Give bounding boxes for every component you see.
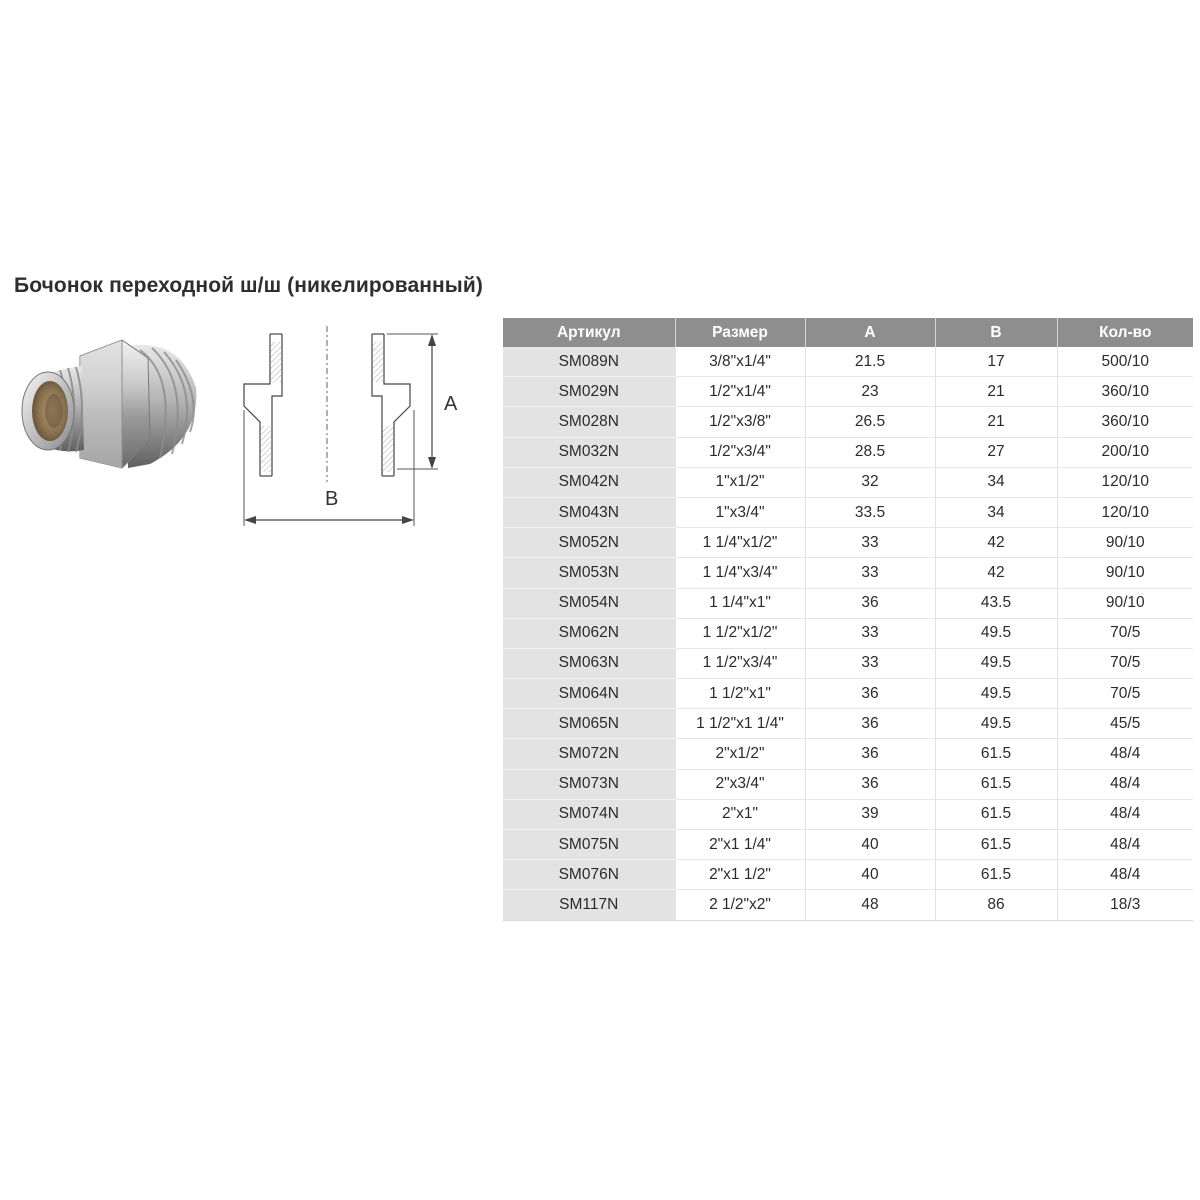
- table-row: [503, 588, 1193, 618]
- table-row: [503, 739, 1193, 769]
- cell-size: 1"x3/4": [675, 497, 805, 527]
- cell-article: SM065N: [503, 709, 675, 739]
- cell-b: 49.5: [935, 648, 1057, 678]
- table-row: [503, 347, 1193, 377]
- table-row: [503, 437, 1193, 467]
- cell-b: 49.5: [935, 618, 1057, 648]
- table-row: [503, 528, 1193, 558]
- cell-b: 42: [935, 528, 1057, 558]
- cell-quantity: 360/10: [1057, 377, 1193, 407]
- cell-quantity: 360/10: [1057, 407, 1193, 437]
- table-row: [503, 558, 1193, 588]
- cell-size: 2"x1": [675, 799, 805, 829]
- header-quantity: Кол-во: [1057, 318, 1193, 347]
- cell-article: SM073N: [503, 769, 675, 799]
- header-size: Размер: [675, 318, 805, 347]
- cell-quantity: 90/10: [1057, 588, 1193, 618]
- header-b: B: [935, 318, 1057, 347]
- cell-quantity: 70/5: [1057, 618, 1193, 648]
- spec-table: [503, 318, 1193, 921]
- cell-a: 26.5: [805, 407, 935, 437]
- table-row: [503, 830, 1193, 860]
- cell-b: 43.5: [935, 588, 1057, 618]
- cell-a: 36: [805, 769, 935, 799]
- cell-a: 21.5: [805, 347, 935, 377]
- table-row: [503, 769, 1193, 799]
- table-row: [503, 407, 1193, 437]
- table-body: [503, 347, 1193, 920]
- cell-quantity: 18/3: [1057, 890, 1193, 920]
- product-photo: [10, 318, 210, 488]
- cell-article: SM074N: [503, 799, 675, 829]
- technical-drawing: [232, 322, 482, 532]
- cell-article: SM063N: [503, 648, 675, 678]
- cell-a: 32: [805, 467, 935, 497]
- cell-quantity: 70/5: [1057, 679, 1193, 709]
- cell-quantity: 48/4: [1057, 830, 1193, 860]
- cell-quantity: 48/4: [1057, 799, 1193, 829]
- cell-size: 2 1/2"x2": [675, 890, 805, 920]
- cell-b: 21: [935, 407, 1057, 437]
- table-row: [503, 377, 1193, 407]
- cell-size: 1"x1/2": [675, 467, 805, 497]
- cell-size: 2"x1 1/2": [675, 860, 805, 890]
- cell-article: SM117N: [503, 890, 675, 920]
- cell-size: 1 1/4"x1": [675, 588, 805, 618]
- cell-a: 40: [805, 860, 935, 890]
- cell-size: 2"x1/2": [675, 739, 805, 769]
- cell-b: 61.5: [935, 830, 1057, 860]
- cell-size: 1/2"x3/8": [675, 407, 805, 437]
- cell-quantity: 120/10: [1057, 497, 1193, 527]
- cell-a: 33.5: [805, 497, 935, 527]
- cell-size: 1 1/2"x3/4": [675, 648, 805, 678]
- header-a: A: [805, 318, 935, 347]
- cell-b: 34: [935, 467, 1057, 497]
- table-row: [503, 709, 1193, 739]
- cell-article: SM075N: [503, 830, 675, 860]
- cell-a: 40: [805, 830, 935, 860]
- cell-article: SM042N: [503, 467, 675, 497]
- cell-article: SM064N: [503, 679, 675, 709]
- cell-size: 1 1/2"x1": [675, 679, 805, 709]
- cell-b: 42: [935, 558, 1057, 588]
- cell-a: 36: [805, 679, 935, 709]
- header-article: Артикул: [503, 318, 675, 347]
- table-row: [503, 467, 1193, 497]
- cell-b: 49.5: [935, 679, 1057, 709]
- cell-a: 48: [805, 890, 935, 920]
- cell-size: 1/2"x3/4": [675, 437, 805, 467]
- dimension-a-label: A: [444, 393, 458, 415]
- cell-a: 33: [805, 528, 935, 558]
- cell-quantity: 48/4: [1057, 769, 1193, 799]
- cell-size: 2"x1 1/4": [675, 830, 805, 860]
- cell-quantity: 45/5: [1057, 709, 1193, 739]
- cell-b: 49.5: [935, 709, 1057, 739]
- cell-quantity: 48/4: [1057, 739, 1193, 769]
- cell-a: 23: [805, 377, 935, 407]
- cell-a: 33: [805, 618, 935, 648]
- cell-size: 1 1/4"x1/2": [675, 528, 805, 558]
- cell-b: 61.5: [935, 799, 1057, 829]
- table-row: [503, 890, 1193, 920]
- cell-article: SM054N: [503, 588, 675, 618]
- cell-quantity: 90/10: [1057, 528, 1193, 558]
- cell-b: 17: [935, 347, 1057, 377]
- cell-article: SM053N: [503, 558, 675, 588]
- table-row: [503, 799, 1193, 829]
- table-header-row: [503, 318, 1193, 347]
- table-row: [503, 860, 1193, 890]
- cell-a: 36: [805, 739, 935, 769]
- cell-b: 61.5: [935, 860, 1057, 890]
- cell-article: SM029N: [503, 377, 675, 407]
- cell-article: SM072N: [503, 739, 675, 769]
- table-row: [503, 618, 1193, 648]
- cell-quantity: 90/10: [1057, 558, 1193, 588]
- cell-a: 28.5: [805, 437, 935, 467]
- cell-b: 61.5: [935, 769, 1057, 799]
- cell-article: SM062N: [503, 618, 675, 648]
- table-row: [503, 497, 1193, 527]
- cell-article: SM052N: [503, 528, 675, 558]
- cell-article: SM076N: [503, 860, 675, 890]
- cell-quantity: 48/4: [1057, 860, 1193, 890]
- cell-a: 36: [805, 588, 935, 618]
- cell-article: SM043N: [503, 497, 675, 527]
- cell-quantity: 200/10: [1057, 437, 1193, 467]
- table-row: [503, 679, 1193, 709]
- cell-b: 27: [935, 437, 1057, 467]
- cell-quantity: 70/5: [1057, 648, 1193, 678]
- cell-quantity: 500/10: [1057, 347, 1193, 377]
- dimension-b-label: B: [325, 488, 339, 510]
- cell-size: 1 1/2"x1 1/4": [675, 709, 805, 739]
- cell-a: 33: [805, 648, 935, 678]
- cell-size: 3/8"x1/4": [675, 347, 805, 377]
- cell-b: 21: [935, 377, 1057, 407]
- cell-b: 34: [935, 497, 1057, 527]
- cell-size: 1 1/4"x3/4": [675, 558, 805, 588]
- table-row: [503, 648, 1193, 678]
- cell-b: 61.5: [935, 739, 1057, 769]
- cell-article: SM032N: [503, 437, 675, 467]
- cell-b: 86: [935, 890, 1057, 920]
- page-title: Бочонок переходной ш/ш (никелированный): [14, 274, 483, 297]
- cell-size: 2"x3/4": [675, 769, 805, 799]
- cell-size: 1/2"x1/4": [675, 377, 805, 407]
- cell-a: 39: [805, 799, 935, 829]
- cell-article: SM028N: [503, 407, 675, 437]
- cell-a: 36: [805, 709, 935, 739]
- cell-quantity: 120/10: [1057, 467, 1193, 497]
- cell-size: 1 1/2"x1/2": [675, 618, 805, 648]
- cell-a: 33: [805, 558, 935, 588]
- cell-article: SM089N: [503, 347, 675, 377]
